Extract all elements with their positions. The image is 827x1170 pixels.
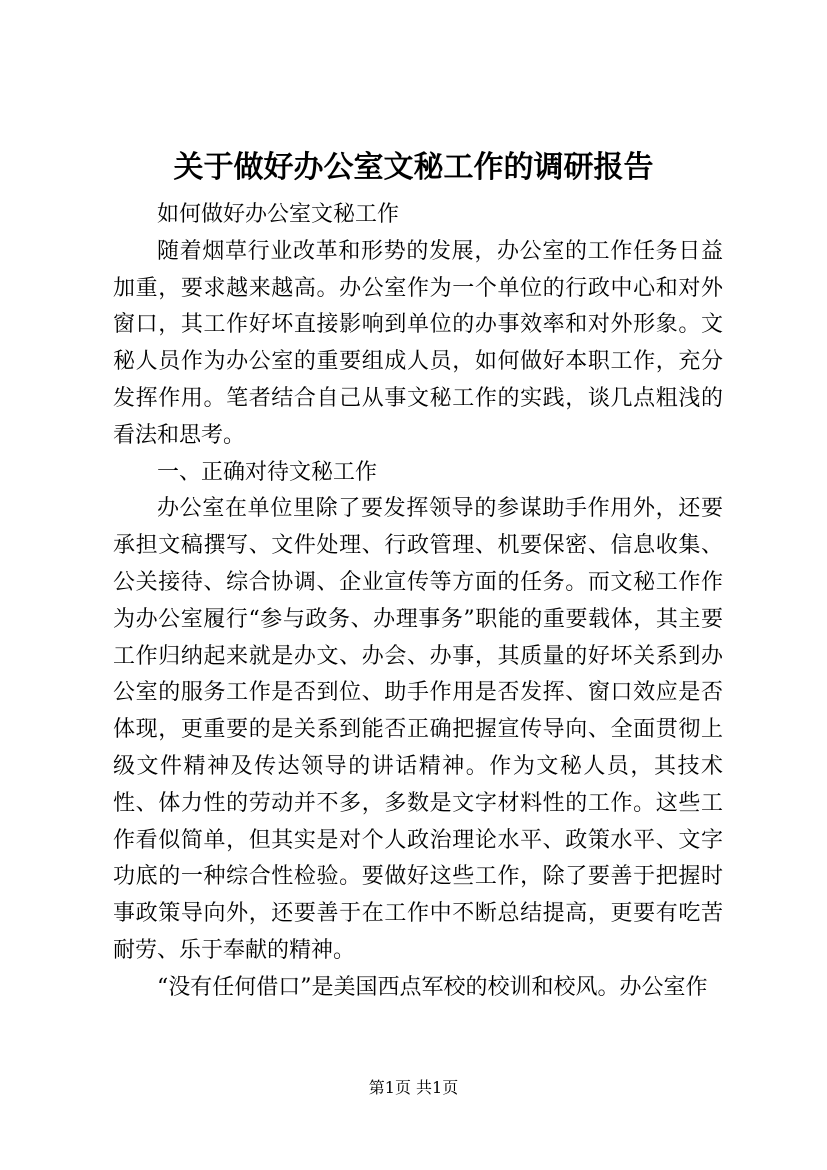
document-title: 关于做好办公室文秘工作的调研报告	[173, 150, 654, 185]
page-number: 第1页 共1页	[368, 1078, 459, 1097]
section-heading: 一、正确对待文秘工作	[157, 459, 378, 485]
paragraph-continued: “没有任何借口”是美国西点军校的校训和校风。办公室作	[157, 974, 708, 1000]
paragraph-section-1: 办公室在单位里除了要发挥领导的参谋助手作用外，还要承担文稿撰写、文件处理、行政管理、机要保密、信息收集、公关接待、综合协调、企业宣传等方面的任务。而文秘工作作为办公室履行“参与政务、办理事务”职能的重要载体，其主要工作归纳起来就是办文、办会、办事，其质量的好坏关系到办公室的服务工作是否到位、助手作用是否发挥、窗口效应是否体现，更重要的是关系到能否正确把握宣传导向、全面贯彻上级文件精神及传达领导的讲话精神。作为文秘人员，其技术性、体力性的劳动并不多，多数是文字材料性的工作。这些工作看似简单，但其实是对个人政治理论水平、政策水平、文字功底的一种综合性检验。要做好这些工作，除了要善于把握时事政策导向外，还要善于在工作中不断总结提高，更要有吃苦耐劳、乐于奉献的精神。	[113, 496, 723, 963]
subtitle: 如何做好办公室文秘工作	[157, 202, 400, 227]
document-body	[113, 197, 723, 1007]
paragraph-intro: 随着烟草行业改革和形势的发展，办公室的工作任务日益加重，要求越来越高。办公室作为一个单位的行政中心和对外窗口，其工作好坏直接影响到单位的办事效率和对外形象。文秘人员作为办公室的重要组成人员，如何做好本职工作，充分发挥作用。笔者结合自己从事文秘工作的实践，谈几点粗浅的看法和思考。	[113, 238, 723, 448]
